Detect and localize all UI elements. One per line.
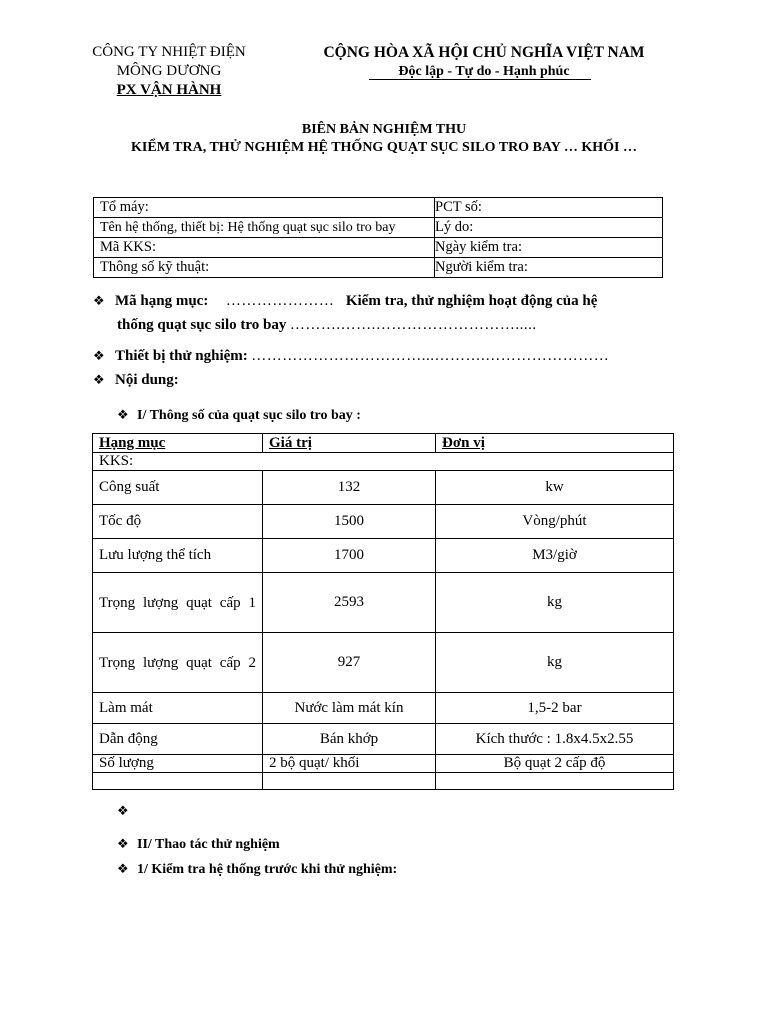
motto-underline [369,79,591,80]
item-code-continuation [117,317,677,334]
empty-bullet [117,803,139,820]
table-cell: Số lượng [93,755,263,773]
table-cell [93,573,263,633]
table-row [93,724,674,755]
table-cell [436,773,674,790]
department-name: PX VẬN HÀNH [116,82,222,98]
table-row [93,693,674,724]
table-cell: Tốc độ [93,505,263,539]
table-cell: Làm mát [93,693,263,724]
info-cell: Tổ máy: [94,198,435,218]
wrapped-cell-text: Trọng lượng quạt cấp 1 [99,594,256,611]
section-2-title: II/ Thao tác thử nghiệm [137,837,280,852]
item-code-dots: ………………… [225,293,335,309]
content-label: Nội dung: [115,372,179,388]
header-cell: Đơn vị [436,434,674,453]
table-cell [93,633,263,693]
table-row [93,505,674,539]
table-row [94,198,663,218]
table-row [93,539,674,573]
table-row [93,453,674,471]
header-cell: Giá trị [263,434,436,453]
republic-title: CỘNG HÒA XÃ HỘI CHỦ NGHĨA VIỆT NAM [323,44,645,61]
info-table [93,197,663,278]
table-row [94,238,663,258]
table-cell: kg [436,633,674,693]
table-cell: Nước làm mát kín [263,693,436,724]
section-1-title: I/ Thông số của quạt sục silo tro bay : [137,408,361,423]
table-row [94,218,663,238]
test-equipment-section [93,348,673,365]
info-cell: Lý do: [435,218,663,238]
info-cell: Người kiểm tra: [435,258,663,278]
test-equipment-label: Thiết bị thử nghiệm: [115,348,248,364]
bullet-icon: ❖ [93,372,105,387]
info-cell: PCT số: [435,198,663,218]
section-3-heading [117,861,397,878]
content-section [93,372,179,389]
bullet-icon: ❖ [117,407,129,422]
national-header [300,43,668,81]
table-row [93,471,674,505]
table-cell: Vòng/phút [436,505,674,539]
table-cell: Bộ quạt 2 cấp độ [436,755,674,773]
table-row [93,573,674,633]
wrapped-cell-text: Trọng lượng quạt cấp 2 [99,654,256,671]
table-cell [93,773,263,790]
table-row [94,258,663,278]
test-equipment-dots: ……………………………...……….…………………… [251,348,610,364]
bullet-icon: ❖ [117,803,129,818]
item-code-dots2: ……….…….………………………..... [289,317,537,333]
bullet-icon: ❖ [117,861,129,876]
table-cell: Lưu lượng thể tích [93,539,263,573]
info-cell: Mã KKS: [94,238,435,258]
section-1-heading [117,407,361,424]
table-cell: 1,5-2 bar [436,693,674,724]
table-row [93,755,674,773]
table-header-row [93,434,674,453]
national-motto: Độc lập - Tự do - Hạnh phúc [398,64,570,79]
table-cell: M3/giờ [436,539,674,573]
spec-table [92,433,674,790]
table-cell: Dẫn động [93,724,263,755]
table-cell: 1500 [263,505,436,539]
section-2-heading [117,836,280,853]
table-cell: 132 [263,471,436,505]
item-code-label: Mã hạng mục: [115,293,209,309]
item-code-text: Kiểm tra, thử nghiệm hoạt động của hệ [345,293,598,309]
table-cell: kw [436,471,674,505]
table-cell: Kích thước : 1.8x4.5x2.55 [436,724,674,755]
company-header [60,43,278,100]
bullet-icon: ❖ [117,836,129,851]
table-cell: 2 bộ quạt/ khối [263,755,436,773]
item-code-section [93,293,673,310]
table-cell: 2593 [263,573,436,633]
company-name-line2: MÔNG DƯƠNG [116,63,222,79]
table-row-empty [93,773,674,790]
info-cell: Ngày kiểm tra: [435,238,663,258]
document-subtitle: KIỂM TRA, THỬ NGHIỆM HỆ THỐNG QUẠT SỤC SILO TRO BAY … KHỐI … [131,140,637,155]
section-3-title: 1/ Kiểm tra hệ thống trước khi thử nghiệm: [137,862,398,877]
kks-cell: KKS: [93,453,674,471]
info-cell: Thông số kỹ thuật: [94,258,435,278]
header-cell: Hạng mục [93,434,263,453]
table-cell: 927 [263,633,436,693]
item-code-text2: thống quạt sục silo tro bay [117,317,287,333]
document-title: BIÊN BẢN NGHIỆM THU [301,122,467,137]
info-cell: Tên hệ thống, thiết bị: Hệ thống quạt sục silo tro bay [94,218,435,238]
bullet-icon: ❖ [93,348,105,363]
table-cell: 1700 [263,539,436,573]
table-row [93,633,674,693]
bullet-icon: ❖ [93,293,105,308]
table-cell: Công suất [93,471,263,505]
table-cell: kg [436,573,674,633]
table-cell [263,773,436,790]
table-cell: Bán khớp [263,724,436,755]
company-name-line1: CÔNG TY NHIỆT ĐIỆN [92,44,246,60]
